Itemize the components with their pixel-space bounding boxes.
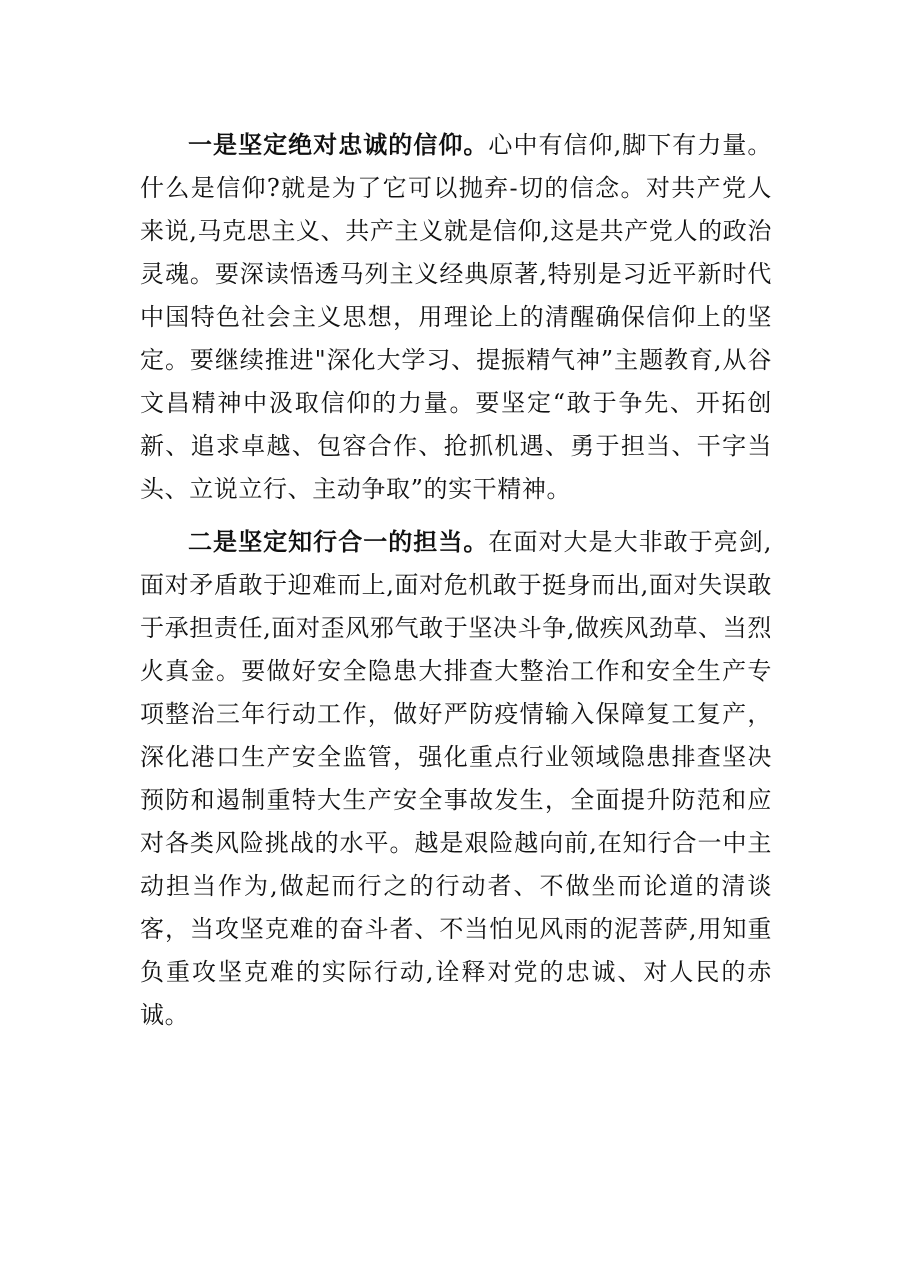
paragraph-text: 心中有信仰,脚下有力量。什么是信仰?就是为了它可以抛弃-切的信念。对共产党人来说,马克思主义、共产主义就是信仰,这是共产党人的政治灵魂。要深读悟透马列主义经典原著,特别是习近平新时代中国特色社会主义思想，用理论上的清醒确保信仰上的坚定。要继续推进"深化大学习、提振精气神”主题教育,从谷文昌精神中汲取信仰的力量。要坚定“敢于争先、开拓创新、追求卓越、包容合作、抢抓机遇、勇于担当、干字当头、立说立行、主动争取”的实干精神。 [140,131,773,503]
paragraph-responsibility [140,521,772,1037]
paragraph-heading: 二是坚定知行合一的担当。 [188,528,489,556]
paragraph-heading: 一是坚定绝对忠诚的信仰。 [188,131,489,159]
paragraph-text: 在面对大是大非敢于亮剑,面对矛盾敢于迎难而上,面对危机敢于挺身而出,面对失误敢于承担责任,面对歪风邪气敢于坚决斗争,做疾风劲草、当烈火真金。要做好安全隐患大排查大整治工作和安全生产专项整治三年行动工作，做好严防疫情输入保障复工复产，深化港口生产安全监管，强化重点行业领域隐患排查坚决预防和遏制重特大生产安全事故发生，全面提升防范和应对各类风险挑战的水平。越是艰险越向前,在知行合一中主动担当作为,做起而行之的行动者、不做坐而论道的清谈客，当攻坚克难的奋斗者、不当怕见风雨的泥菩萨,用知重负重攻坚克难的实际行动,诠释对党的忠诚、对人民的赤诚。 [140,528,773,1029]
document-body [140,124,772,1037]
paragraph-faith [140,124,772,511]
